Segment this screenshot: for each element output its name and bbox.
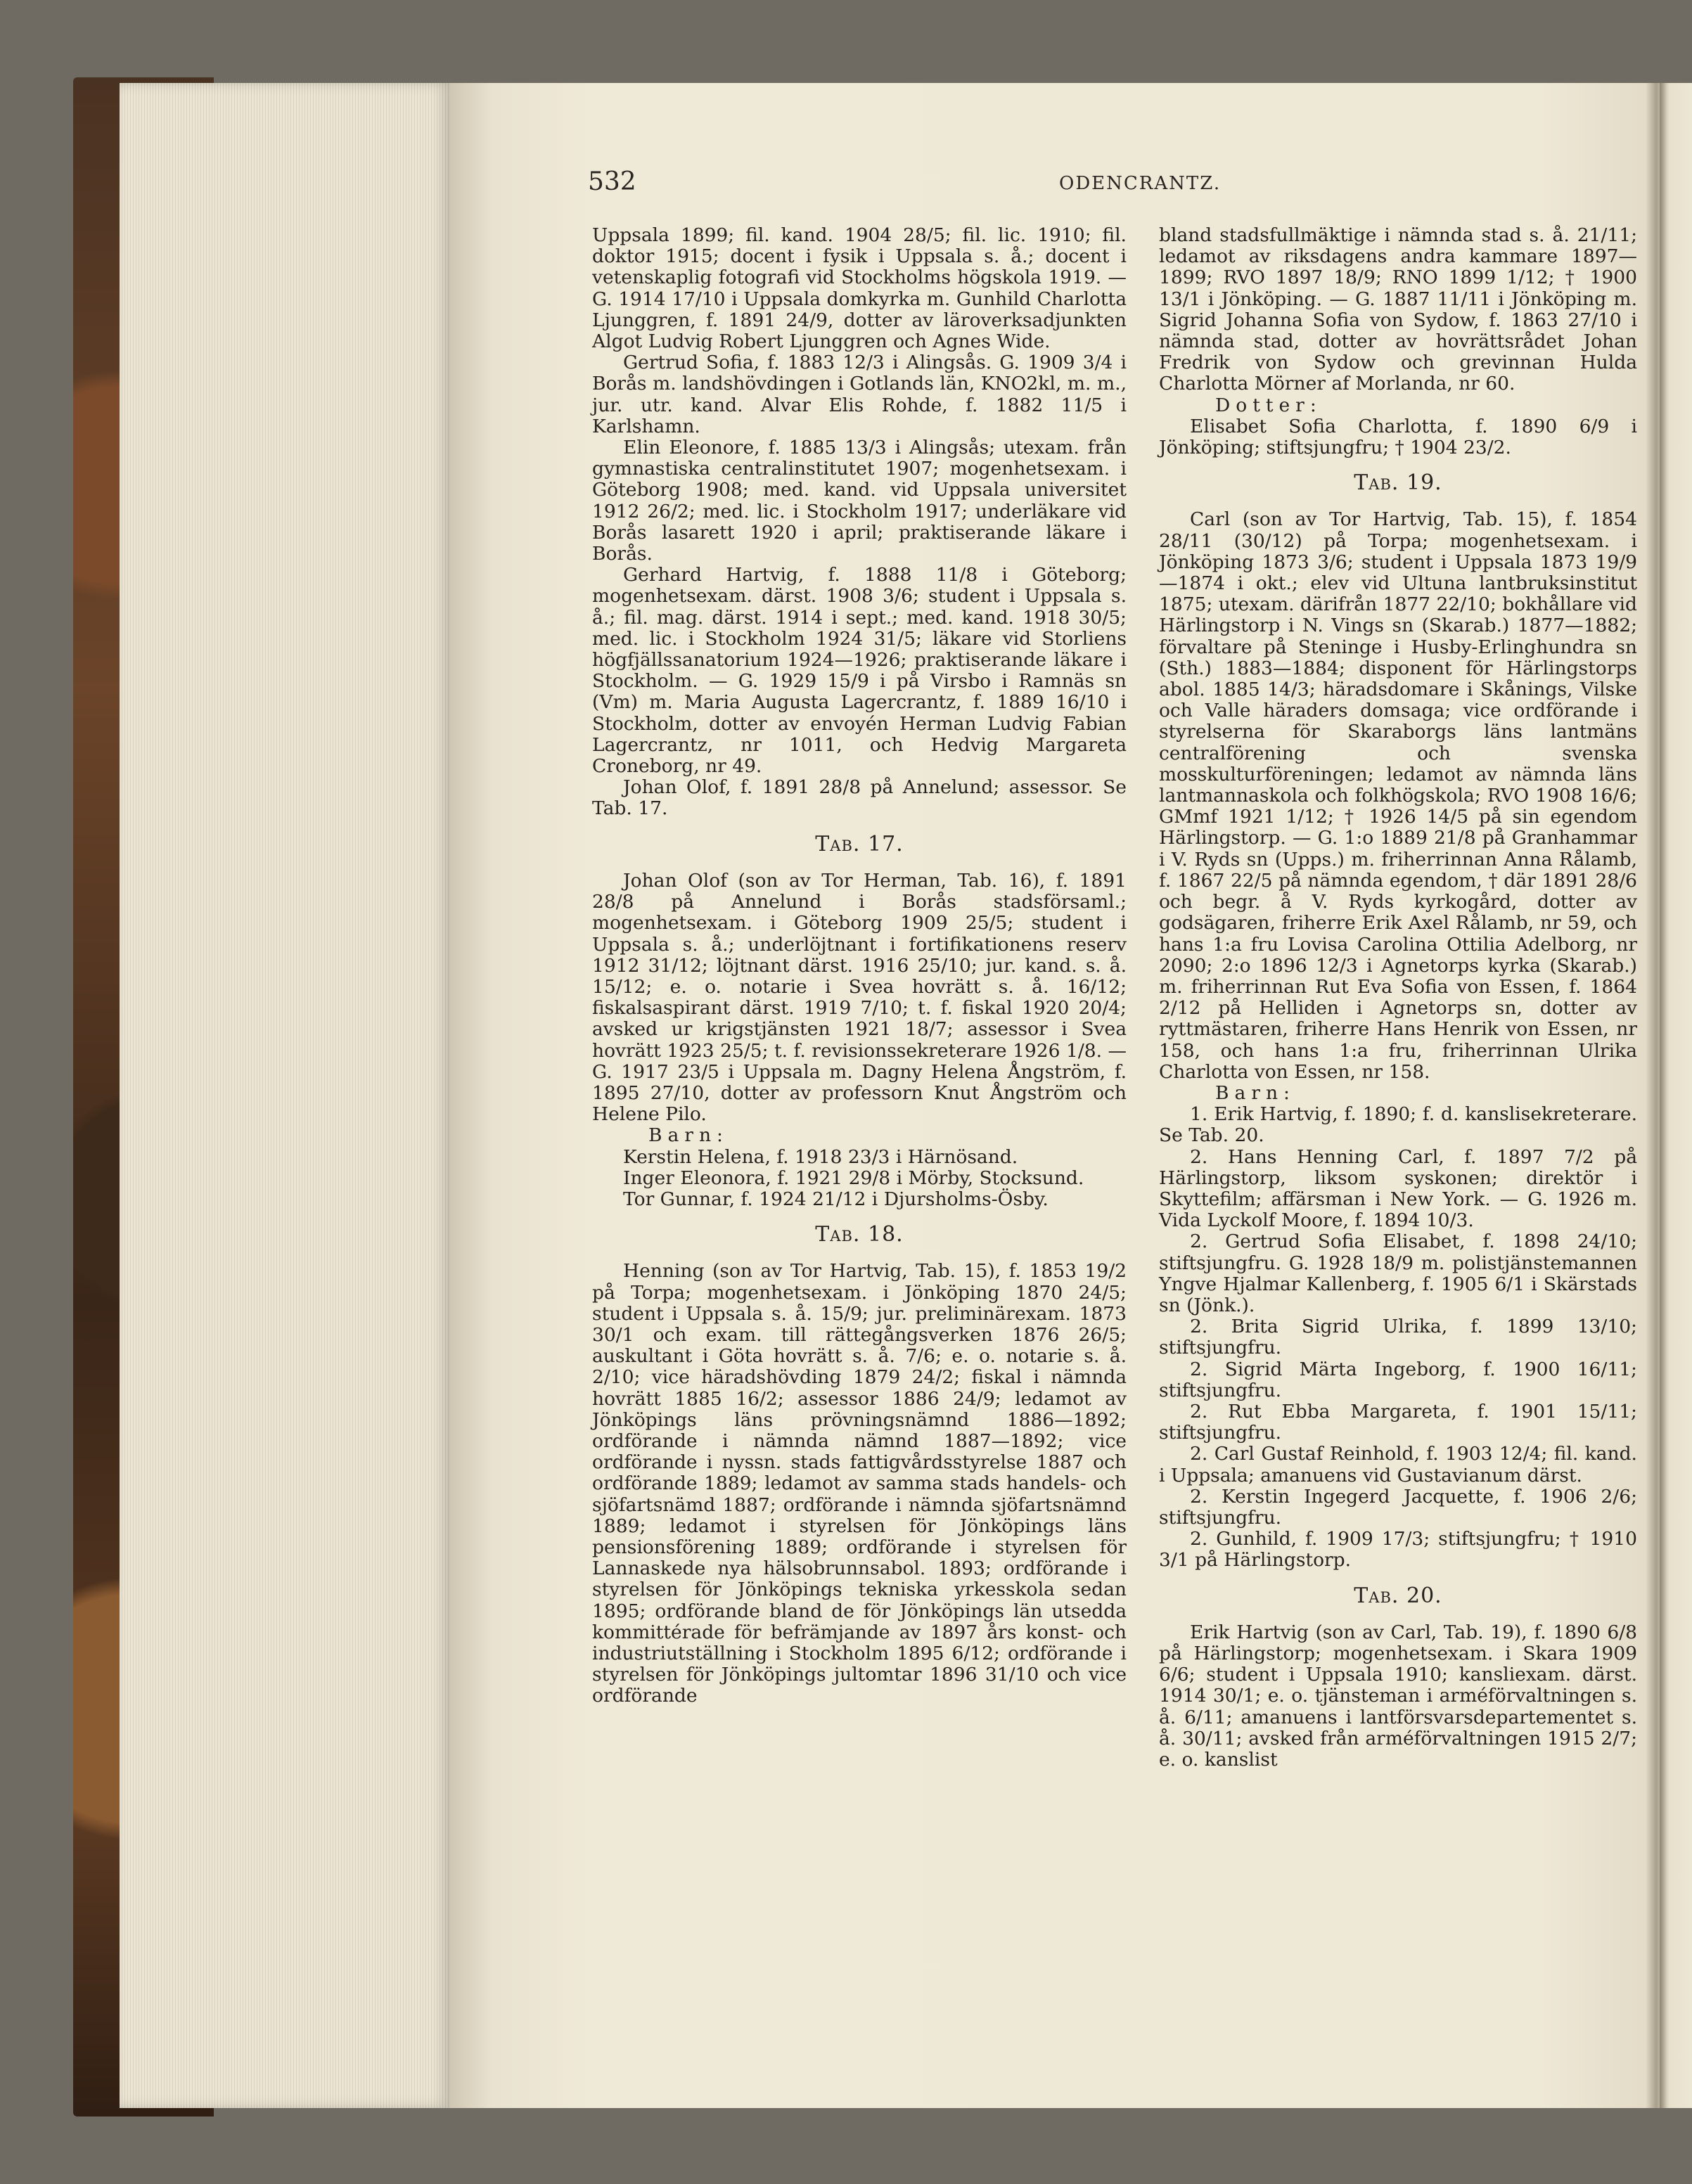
entry-paragraph: 2. Hans Henning Carl, f. 1897 7/2 på Härlingstorp, liksom syskonen; direktör i Skyttefilm; affärsman i New York. — G. 1926 m. Vida Lyckolf Moore, f. 1894 10/3. [1159,1145,1637,1232]
entry-paragraph: Johan Olof (son av Tor Herman, Tab. 16), f. 1891 28/8 på Annelund i Borås stadsförsaml.; mogenhetsexam. i Göteborg 1909 25/5; student i Uppsala s. å.; underlöjtnant i fortifikationens reserv 1912 31/12; löjtnant därst. 1916 25/10; jur. kand. s. å. 15/12; e. o. notarie i Svea hovrätt s. å. 16/12; fiskalsaspirant därst. 1919 7/10; t. f. fiskal 1920 20/4; avsked ur krigstjänsten 1921 18/7; assessor i Svea hovrätt 1923 25/5; t. f. revisionssekreterare 1926 1/8. — G. 1917 23/5 i Uppsala m. Dagny Helena Ångström, f. 1895 27/10, dotter av professorn Knut Ångström och Helene Pilo. [592,869,1127,1126]
entry-paragraph: 2. Kerstin Ingegerd Jacquette, f. 1906 2/6; stiftsjungfru. [1159,1485,1637,1529]
entry-paragraph: 2. Rut Ebba Margareta, f. 1901 15/11; stiftsjungfru. [1159,1400,1637,1444]
entry-paragraph: Uppsala 1899; fil. kand. 1904 28/5; fil. lic. 1910; fil. doktor 1915; docent i fysik i Uppsala s. å.; docent i vetenskaplig fotografi vid Stockholms högskola 1919. — G. 1914 17/10 i Uppsala domkyrka m. Gunhild Charlotta Ljunggren, f. 1891 24/9, dotter av läroverksadjunkten Algot Ludvig Robert Ljunggren och Agnes Wide. [592,224,1127,353]
entry-paragraph: 2. Sigrid Märta Ingeborg, f. 1900 16/11; stiftsjungfru. [1159,1358,1637,1401]
entry-paragraph: Elin Eleonore, f. 1885 13/3 i Alingsås; utexam. från gymnastiska centralinstitutet 1907; mogenhetsexam. i Göteborg 1908; med. kand. vid Uppsala universitet 1912 26/2; med. lic. i Stockholm 1917; underläkare vid Borås lasarett 1920 i april; praktiserande läkare i Borås. [592,437,1127,565]
right-text-column [1159,225,1637,1771]
entry-paragraph: Elisabet Sofia Charlotta, f. 1890 6/9 i Jönköping; stiftsjungfru; † 1904 23/2. [1159,415,1637,459]
entry-paragraph: Johan Olof, f. 1891 28/8 på Annelund; assessor. Se Tab. 17. [592,776,1127,820]
table-heading: Tab. 19. [1354,470,1442,496]
entry-paragraph: Kerstin Helena, f. 1918 23/3 i Härnösand. [623,1145,1018,1168]
page-number: 532 [588,167,636,196]
entry-paragraph: 2. Carl Gustaf Reinhold, f. 1903 12/4; fil. kand. i Uppsala; amanuens vid Gustavianum därst. [1159,1443,1637,1486]
entry-paragraph: Tor Gunnar, f. 1924 21/12 i Djursholms-Ösby. [623,1188,1049,1210]
entry-paragraph: 2. Gertrud Sofia Elisabet, f. 1898 24/10; stiftsjungfru. G. 1928 18/9 m. polistjänstemannen Yngve Hjalmar Kallenberg, f. 1905 6/1 i Skärstads sn (Jönk.). [1159,1231,1637,1316]
running-head: ODENCRANTZ. [1059,173,1222,194]
table-heading: Tab. 18. [815,1222,904,1247]
page-gutter [1646,83,1667,2108]
entry-paragraph: bland stadsfullmäktige i nämnda stad s. å. 21/11; ledamot av riksdagens andra kammare 1897—1899; RVO 1897 18/9; RNO 1899 1/12; † 1900 13/1 i Jönköping. — G. 1887 11/11 i Jönköping m. Sigrid Johanna Sofia von Sydow, f. 1863 27/10 i nämnda stad, dotter av hovrättsrådet Johan Fredrik von Sydow och grevinnan Hulda Charlotta Mörner af Morlanda, nr 60. [1159,224,1637,395]
table-heading: Tab. 17. [815,831,904,856]
entry-paragraph: Carl (son av Tor Hartvig, Tab. 15), f. 1854 28/11 (30/12) på Torpa; mogenhetsexam. i Jönköping 1873 3/6; student i Uppsala 1873 19/9—1874 i okt.; elev vid Ultuna lantbruksinstitut 1875; utexam. därifrån 1877 22/10; bokhållare vid Härlingstorp i N. Vings sn (Skarab.) 1877—1882; förvaltare på Steninge i Husby-Erlinghundra sn (Sth.) 1883—1884; disponent för Härlingstorps abol. 1885 14/3; häradsdomare i Skånings, Vilske och Valle häraders domsaga; vice ordförande i styrelserna för Skaraborgs läns lantmäns centralförening och svenska mosskulturföreningen; ledamot av nämnda läns lantmannaskola och folkhögskola; RVO 1908 16/6; GMmf 1921 1/12; † 1926 14/5 på sin egendom Härlingstorp. — G. 1:o 1889 21/8 på Granhammar i V. Ryds sn (Upps.) m. friherrinnan Anna Rålamb, f. 1867 22/5 på nämnda egendom, † där 1891 28/6 och begr. å V. Ryds kyrkogård, dotter av godsägaren, friherre Erik Axel Rålamb, nr 59, och hans 1:a fru Lovisa Carolina Ottilia Adelborg, nr 2090; 2:o 1896 12/3 i Agnetorps kyrka (Skarab.) m. friherrinnan Rut Eva Sofia von Essen, f. 1864 2/12 på Helliden i Agnetorps sn, dotter av ryttmästaren, friherre Hans Henrik von Essen, nr 158, och hans 1:a fru, friherrinnan Ulrika Charlotta von Essen, nr 158. [1159,508,1637,1083]
children-heading: Dotter: [1215,394,1322,416]
entry-paragraph: 2. Brita Sigrid Ulrika, f. 1899 13/10; stiftsjungfru. [1159,1316,1637,1359]
entry-paragraph: 1. Erik Hartvig, f. 1890; f. d. kanslisekreterare. Se Tab. 20. [1159,1103,1637,1147]
left-text-column [592,225,1127,1707]
page-stack-edges [120,83,450,2108]
entry-paragraph: Inger Eleonora, f. 1921 29/8 i Mörby, Stocksund. [623,1167,1084,1189]
entry-paragraph: Henning (son av Tor Hartvig, Tab. 15), f. 1853 19/2 på Torpa; mogenhetsexam. i Jönköping 1870 24/5; student i Uppsala s. å. 15/9; jur. preliminärexam. 1873 30/1 och exam. till rättegångsverken 1876 26/5; auskultant i Göta hovrätt s. å. 7/6; e. o. notarie s. å. 2/10; vice häradshövding 1879 24/2; fiskal i nämnda hovrätt 1885 16/2; assessor 1886 24/9; ledamot av Jönköpings läns prövningsnämnd 1886—1892; ordförande i nämnda nämnd 1887—1892; vice ordförande i nyssn. stads fattigvårdsstyrelse 1887 och ordförande 1889; ledamot av samma stads handels- och sjöfartsnämd 1887; ordförande i nämnda sjöfartsnämnd 1889; ledamot i styrelsen för Jönköpings läns pensionsförening 1889; ordförande i styrelsen för Lannaskede nya hälsobrunnsabol. 1893; ordförande i styrelsen för Jönköpings tekniska yrkesskola sedan 1895; ordförande bland de för Jönköpings län utsedda kommittérade för befrämjande av 1897 års konst- och industriutställning i Stockholm 1895 6/12; ordförande i styrelsen för Jönköpings jultomtar 1896 31/10 och vice ordförande [592,1260,1127,1707]
children-heading: Barn: [1215,1081,1295,1104]
entry-paragraph: Gerhard Hartvig, f. 1888 11/8 i Göteborg; mogenhetsexam. därst. 1908 3/6; student i Uppsala s. å.; fil. mag. därst. 1914 i sept.; med. kand. 1918 30/5; med. lic. i Stockholm 1924 31/5; läkare vid Storliens högfjällssanatorium 1924—1926; praktiserande läkare i Stockholm. — G. 1929 15/9 i på Virsbo i Ramnäs sn (Vm) m. Maria Augusta Lagercrantz, f. 1889 16/10 i Stockholm, dotter av envoyén Herman Ludvig Fabian Lagercrantz, nr 1011, och Hedvig Margareta Croneborg, nr 49. [592,564,1127,778]
table-heading: Tab. 20. [1354,1583,1442,1608]
children-heading: Barn: [648,1124,729,1147]
entry-paragraph: Gertrud Sofia, f. 1883 12/3 i Alingsås. G. 1909 3/4 i Borås m. landshövdingen i Gotlands län, KNO2kl, m. m., jur. utr. kand. Alvar Elis Rohde, f. 1882 11/5 i Karlshamn. [592,352,1127,437]
entry-paragraph: 2. Gunhild, f. 1909 17/3; stiftsjungfru; † 1910 3/1 på Härlingstorp. [1159,1528,1637,1572]
page-header [588,167,1629,210]
entry-paragraph: Erik Hartvig (son av Carl, Tab. 19), f. 1890 6/8 på Härlingstorp; mogenhetsexam. i Skara 1909 6/6; student i Uppsala 1910; kansliexam. därst. 1914 30/1; e. o. tjänsteman i arméförvaltningen s. å. 6/11; amanuens i lantförsvarsdepartementet s. å. 30/11; avsked från arméförvaltningen 1915 2/7; e. o. kanslist [1159,1621,1637,1771]
